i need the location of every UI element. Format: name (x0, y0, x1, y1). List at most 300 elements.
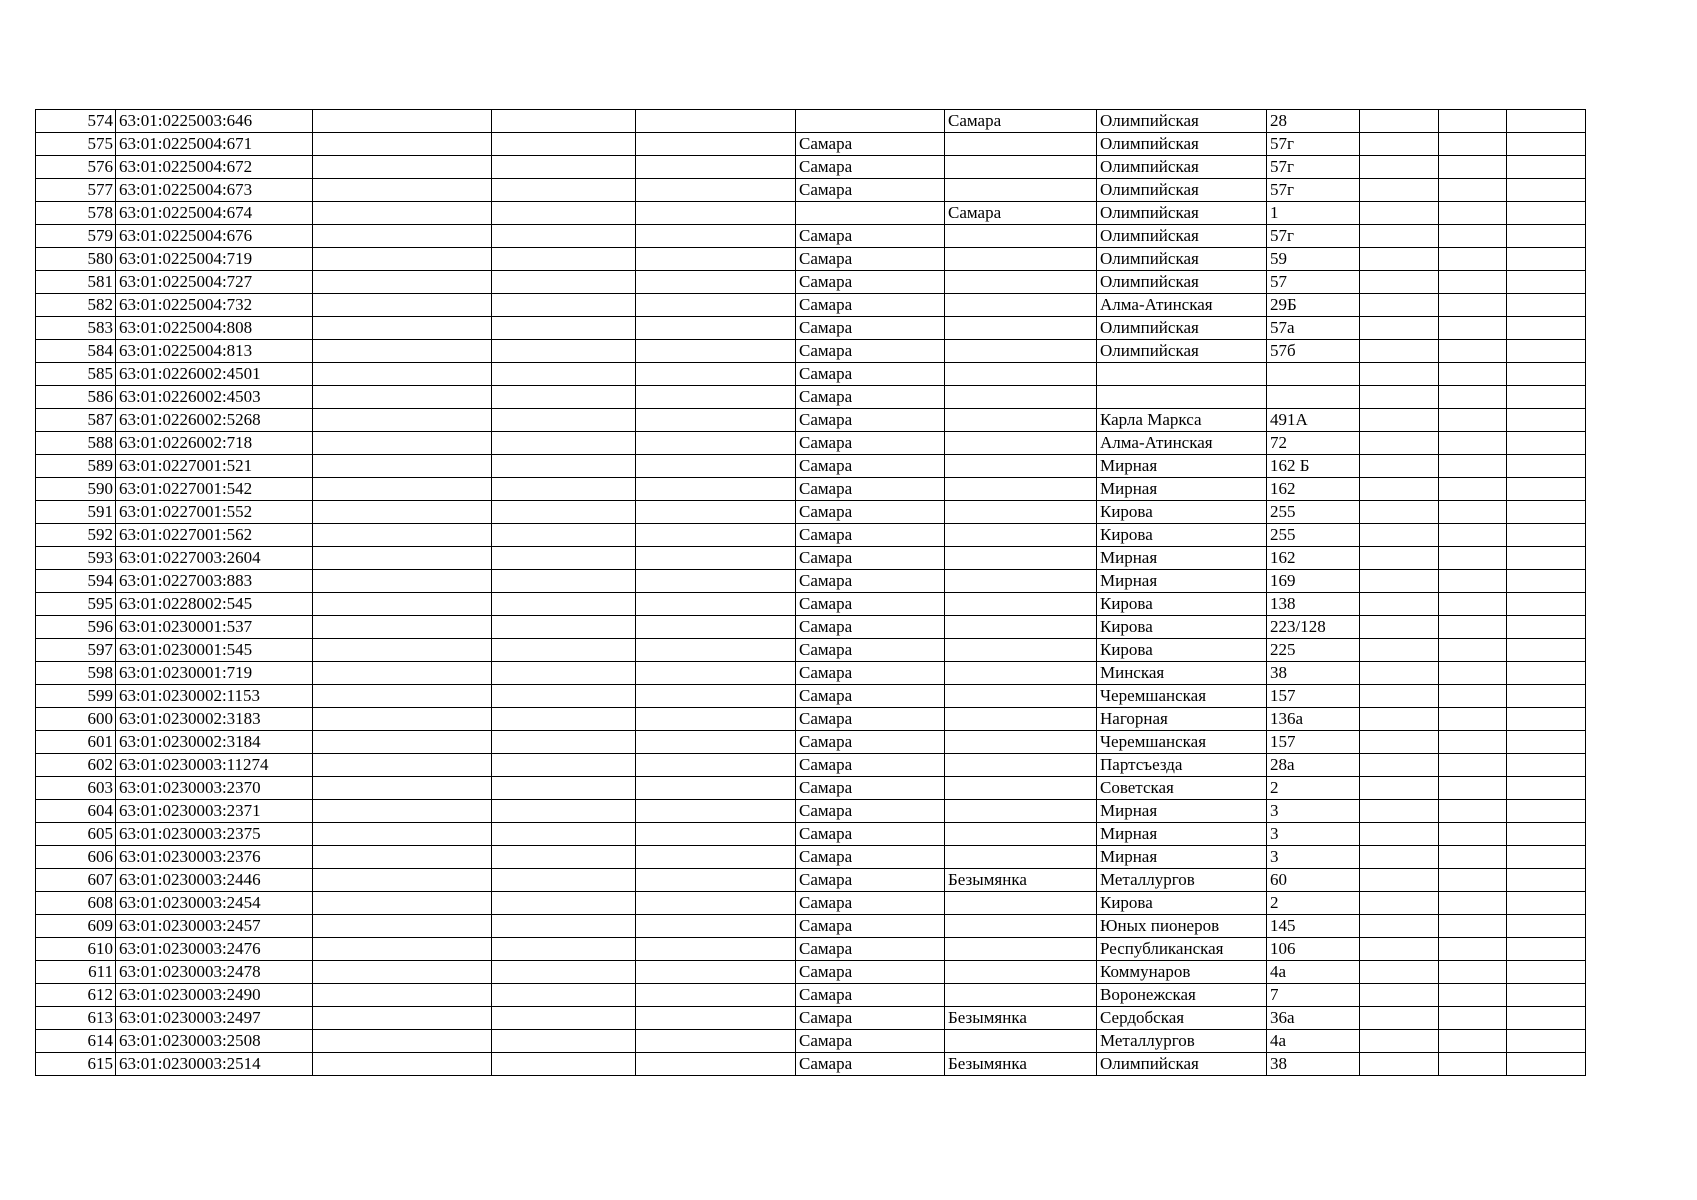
row-number-cell: 593 (36, 547, 116, 570)
street-cell: Коммунаров (1097, 961, 1267, 984)
col-4-cell (492, 271, 636, 294)
col-5-cell (636, 340, 796, 363)
cadastral-number-cell: 63:01:0228002:545 (116, 593, 313, 616)
col-3-cell (313, 1030, 492, 1053)
col-10-cell (1360, 616, 1439, 639)
col-12-cell (1507, 662, 1586, 685)
col-12-cell (1507, 777, 1586, 800)
cadastral-number-cell: 63:01:0225003:646 (116, 110, 313, 133)
col-10-cell (1360, 639, 1439, 662)
cadastral-number-cell: 63:01:0226002:718 (116, 432, 313, 455)
street-cell: Олимпийская (1097, 1053, 1267, 1076)
col-12-cell (1507, 800, 1586, 823)
cadastral-number-cell: 63:01:0225004:808 (116, 317, 313, 340)
table-row (36, 501, 1586, 524)
row-number-cell: 589 (36, 455, 116, 478)
locality-cell (945, 409, 1097, 432)
street-cell: Мирная (1097, 823, 1267, 846)
table-row (36, 133, 1586, 156)
col-4-cell (492, 685, 636, 708)
house-cell: 4а (1267, 961, 1360, 984)
cadastral-number-cell: 63:01:0227001:552 (116, 501, 313, 524)
col-10-cell (1360, 593, 1439, 616)
col-11-cell (1439, 754, 1507, 777)
col-11-cell (1439, 616, 1507, 639)
cadastral-number-cell: 63:01:0230003:2371 (116, 800, 313, 823)
locality-cell (945, 455, 1097, 478)
col-11-cell (1439, 110, 1507, 133)
col-3-cell (313, 179, 492, 202)
table-row (36, 800, 1586, 823)
col-5-cell (636, 800, 796, 823)
street-cell: Металлургов (1097, 869, 1267, 892)
col-10-cell (1360, 731, 1439, 754)
col-5-cell (636, 1007, 796, 1030)
table-row (36, 639, 1586, 662)
cadastral-number-cell: 63:01:0230003:11274 (116, 754, 313, 777)
row-number-cell: 576 (36, 156, 116, 179)
row-number-cell: 579 (36, 225, 116, 248)
table-row (36, 685, 1586, 708)
street-cell: Мирная (1097, 570, 1267, 593)
house-cell: 57г (1267, 179, 1360, 202)
col-3-cell (313, 961, 492, 984)
table-row (36, 869, 1586, 892)
locality-cell (945, 984, 1097, 1007)
col-11-cell (1439, 938, 1507, 961)
col-3-cell (313, 133, 492, 156)
col-10-cell (1360, 524, 1439, 547)
city-cell: Самара (796, 593, 945, 616)
city-cell: Самара (796, 777, 945, 800)
row-number-cell: 608 (36, 892, 116, 915)
locality-cell (945, 961, 1097, 984)
cadastral-number-cell: 63:01:0230002:1153 (116, 685, 313, 708)
city-cell: Самара (796, 248, 945, 271)
table-row (36, 363, 1586, 386)
table-row (36, 593, 1586, 616)
col-12-cell (1507, 547, 1586, 570)
col-11-cell (1439, 731, 1507, 754)
locality-cell (945, 708, 1097, 731)
table-row (36, 478, 1586, 501)
locality-cell (945, 294, 1097, 317)
table-row (36, 179, 1586, 202)
cadastral-number-cell: 63:01:0230003:2454 (116, 892, 313, 915)
col-11-cell (1439, 179, 1507, 202)
table-row (36, 317, 1586, 340)
cadastral-number-cell: 63:01:0230003:2497 (116, 1007, 313, 1030)
locality-cell (945, 616, 1097, 639)
col-5-cell (636, 317, 796, 340)
col-4-cell (492, 478, 636, 501)
col-3-cell (313, 547, 492, 570)
city-cell: Самара (796, 501, 945, 524)
col-5-cell (636, 1053, 796, 1076)
street-cell: Олимпийская (1097, 156, 1267, 179)
cadastral-number-cell: 63:01:0230001:537 (116, 616, 313, 639)
cadastral-number-cell: 63:01:0226002:4501 (116, 363, 313, 386)
col-3-cell (313, 777, 492, 800)
row-number-cell: 584 (36, 340, 116, 363)
col-12-cell (1507, 1053, 1586, 1076)
city-cell: Самара (796, 156, 945, 179)
col-12-cell (1507, 317, 1586, 340)
col-12-cell (1507, 570, 1586, 593)
cadastral-number-cell: 63:01:0225004:732 (116, 294, 313, 317)
col-3-cell (313, 846, 492, 869)
city-cell: Самара (796, 938, 945, 961)
city-cell: Самара (796, 800, 945, 823)
row-number-cell: 599 (36, 685, 116, 708)
cadastral-number-cell: 63:01:0227003:2604 (116, 547, 313, 570)
house-cell: 136а (1267, 708, 1360, 731)
cadastral-number-cell: 63:01:0227003:883 (116, 570, 313, 593)
col-11-cell (1439, 800, 1507, 823)
col-12-cell (1507, 133, 1586, 156)
cadastral-number-cell: 63:01:0226002:5268 (116, 409, 313, 432)
house-cell: 138 (1267, 593, 1360, 616)
col-5-cell (636, 1030, 796, 1053)
col-5-cell (636, 639, 796, 662)
col-4-cell (492, 800, 636, 823)
locality-cell (945, 225, 1097, 248)
row-number-cell: 615 (36, 1053, 116, 1076)
cadastral-number-cell: 63:01:0225004:727 (116, 271, 313, 294)
house-cell: 491А (1267, 409, 1360, 432)
row-number-cell: 574 (36, 110, 116, 133)
col-3-cell (313, 363, 492, 386)
col-5-cell (636, 593, 796, 616)
col-12-cell (1507, 225, 1586, 248)
col-11-cell (1439, 823, 1507, 846)
col-4-cell (492, 386, 636, 409)
col-4-cell (492, 524, 636, 547)
city-cell: Самара (796, 317, 945, 340)
col-4-cell (492, 179, 636, 202)
table-row (36, 731, 1586, 754)
col-12-cell (1507, 869, 1586, 892)
house-cell: 162 (1267, 478, 1360, 501)
col-11-cell (1439, 984, 1507, 1007)
col-11-cell (1439, 455, 1507, 478)
col-12-cell (1507, 754, 1586, 777)
locality-cell (945, 731, 1097, 754)
col-4-cell (492, 294, 636, 317)
col-10-cell (1360, 915, 1439, 938)
street-cell: Черемшанская (1097, 685, 1267, 708)
table-row (36, 409, 1586, 432)
city-cell: Самара (796, 271, 945, 294)
col-3-cell (313, 685, 492, 708)
col-12-cell (1507, 846, 1586, 869)
locality-cell: Безымянка (945, 1053, 1097, 1076)
col-10-cell (1360, 110, 1439, 133)
col-5-cell (636, 570, 796, 593)
col-3-cell (313, 294, 492, 317)
street-cell: Мирная (1097, 455, 1267, 478)
street-cell: Партсъезда (1097, 754, 1267, 777)
col-11-cell (1439, 708, 1507, 731)
col-3-cell (313, 869, 492, 892)
col-4-cell (492, 340, 636, 363)
locality-cell (945, 386, 1097, 409)
col-3-cell (313, 248, 492, 271)
col-11-cell (1439, 202, 1507, 225)
col-3-cell (313, 938, 492, 961)
col-11-cell (1439, 915, 1507, 938)
col-12-cell (1507, 685, 1586, 708)
cadastral-number-cell: 63:01:0225004:719 (116, 248, 313, 271)
cadastral-number-cell: 63:01:0230001:719 (116, 662, 313, 685)
street-cell: Кирова (1097, 639, 1267, 662)
street-cell: Олимпийская (1097, 225, 1267, 248)
house-cell: 157 (1267, 685, 1360, 708)
city-cell: Самара (796, 570, 945, 593)
col-12-cell (1507, 455, 1586, 478)
col-10-cell (1360, 478, 1439, 501)
col-12-cell (1507, 961, 1586, 984)
house-cell: 36а (1267, 1007, 1360, 1030)
locality-cell (945, 478, 1097, 501)
cadastral-number-cell: 63:01:0230003:2446 (116, 869, 313, 892)
col-10-cell (1360, 754, 1439, 777)
col-12-cell (1507, 478, 1586, 501)
house-cell: 28 (1267, 110, 1360, 133)
cadastral-number-cell: 63:01:0225004:676 (116, 225, 313, 248)
table-row (36, 961, 1586, 984)
city-cell: Самара (796, 294, 945, 317)
street-cell: Металлургов (1097, 1030, 1267, 1053)
col-11-cell (1439, 1053, 1507, 1076)
col-12-cell (1507, 593, 1586, 616)
table-row (36, 846, 1586, 869)
col-11-cell (1439, 685, 1507, 708)
city-cell: Самара (796, 1053, 945, 1076)
col-10-cell (1360, 846, 1439, 869)
locality-cell (945, 915, 1097, 938)
street-cell: Кирова (1097, 593, 1267, 616)
city-cell: Самара (796, 432, 945, 455)
street-cell: Алма-Атинская (1097, 294, 1267, 317)
street-cell: Черемшанская (1097, 731, 1267, 754)
row-number-cell: 586 (36, 386, 116, 409)
locality-cell: Безымянка (945, 1007, 1097, 1030)
house-cell: 57б (1267, 340, 1360, 363)
col-4-cell (492, 225, 636, 248)
col-11-cell (1439, 547, 1507, 570)
table-row (36, 547, 1586, 570)
col-11-cell (1439, 892, 1507, 915)
col-4-cell (492, 846, 636, 869)
street-cell: Олимпийская (1097, 110, 1267, 133)
house-cell: 157 (1267, 731, 1360, 754)
col-5-cell (636, 823, 796, 846)
col-3-cell (313, 662, 492, 685)
col-11-cell (1439, 340, 1507, 363)
col-5-cell (636, 248, 796, 271)
col-3-cell (313, 432, 492, 455)
col-4-cell (492, 892, 636, 915)
cadastral-number-cell: 63:01:0225004:674 (116, 202, 313, 225)
locality-cell (945, 547, 1097, 570)
street-cell: Олимпийская (1097, 248, 1267, 271)
house-cell: 57 (1267, 271, 1360, 294)
row-number-cell: 578 (36, 202, 116, 225)
col-5-cell (636, 294, 796, 317)
cadastral-number-cell: 63:01:0230003:2490 (116, 984, 313, 1007)
col-11-cell (1439, 409, 1507, 432)
table-row (36, 570, 1586, 593)
house-cell: 145 (1267, 915, 1360, 938)
col-11-cell (1439, 869, 1507, 892)
locality-cell (945, 432, 1097, 455)
col-3-cell (313, 892, 492, 915)
col-4-cell (492, 708, 636, 731)
row-number-cell: 594 (36, 570, 116, 593)
col-5-cell (636, 409, 796, 432)
street-cell: Минская (1097, 662, 1267, 685)
house-cell: 3 (1267, 823, 1360, 846)
col-4-cell (492, 1053, 636, 1076)
col-12-cell (1507, 386, 1586, 409)
col-11-cell (1439, 777, 1507, 800)
house-cell (1267, 386, 1360, 409)
row-number-cell: 604 (36, 800, 116, 823)
col-5-cell (636, 846, 796, 869)
col-5-cell (636, 386, 796, 409)
col-4-cell (492, 639, 636, 662)
street-cell: Олимпийская (1097, 179, 1267, 202)
street-cell: Кирова (1097, 524, 1267, 547)
col-4-cell (492, 938, 636, 961)
row-number-cell: 582 (36, 294, 116, 317)
col-3-cell (313, 570, 492, 593)
col-5-cell (636, 938, 796, 961)
street-cell: Республиканская (1097, 938, 1267, 961)
col-5-cell (636, 685, 796, 708)
cadastral-number-cell: 63:01:0230003:2376 (116, 846, 313, 869)
row-number-cell: 600 (36, 708, 116, 731)
locality-cell (945, 317, 1097, 340)
col-4-cell (492, 662, 636, 685)
table-row (36, 777, 1586, 800)
house-cell: 72 (1267, 432, 1360, 455)
cadastral-number-cell: 63:01:0226002:4503 (116, 386, 313, 409)
locality-cell (945, 800, 1097, 823)
row-number-cell: 598 (36, 662, 116, 685)
locality-cell (945, 938, 1097, 961)
col-12-cell (1507, 110, 1586, 133)
cadastral-number-cell: 63:01:0230002:3184 (116, 731, 313, 754)
col-5-cell (636, 754, 796, 777)
cadastral-number-cell: 63:01:0230003:2457 (116, 915, 313, 938)
locality-cell: Безымянка (945, 869, 1097, 892)
city-cell: Самара (796, 455, 945, 478)
locality-cell (945, 524, 1097, 547)
col-12-cell (1507, 271, 1586, 294)
col-10-cell (1360, 294, 1439, 317)
house-cell: 60 (1267, 869, 1360, 892)
table-row (36, 225, 1586, 248)
table-row (36, 524, 1586, 547)
col-12-cell (1507, 524, 1586, 547)
col-4-cell (492, 869, 636, 892)
col-4-cell (492, 823, 636, 846)
cadastral-number-cell: 63:01:0230002:3183 (116, 708, 313, 731)
col-3-cell (313, 340, 492, 363)
street-cell: Мирная (1097, 478, 1267, 501)
table-row (36, 386, 1586, 409)
col-3-cell (313, 524, 492, 547)
col-4-cell (492, 616, 636, 639)
cadastral-number-cell: 63:01:0227001:542 (116, 478, 313, 501)
col-5-cell (636, 915, 796, 938)
col-4-cell (492, 156, 636, 179)
street-cell: Юных пионеров (1097, 915, 1267, 938)
house-cell: 38 (1267, 662, 1360, 685)
table-row (36, 156, 1586, 179)
house-cell: 29Б (1267, 294, 1360, 317)
locality-cell (945, 179, 1097, 202)
col-12-cell (1507, 984, 1586, 1007)
city-cell: Самара (796, 1030, 945, 1053)
col-11-cell (1439, 248, 1507, 271)
house-cell: 2 (1267, 892, 1360, 915)
locality-cell (945, 892, 1097, 915)
city-cell: Самара (796, 179, 945, 202)
col-11-cell (1439, 386, 1507, 409)
col-10-cell (1360, 133, 1439, 156)
col-11-cell (1439, 1007, 1507, 1030)
table-row (36, 455, 1586, 478)
house-cell: 162 (1267, 547, 1360, 570)
col-4-cell (492, 248, 636, 271)
col-3-cell (313, 708, 492, 731)
city-cell: Самара (796, 386, 945, 409)
col-11-cell (1439, 133, 1507, 156)
col-12-cell (1507, 639, 1586, 662)
col-3-cell (313, 386, 492, 409)
city-cell: Самара (796, 961, 945, 984)
street-cell: Олимпийская (1097, 317, 1267, 340)
street-cell: Кирова (1097, 616, 1267, 639)
registry-table (35, 109, 1586, 1076)
cadastral-number-cell: 63:01:0230003:2476 (116, 938, 313, 961)
street-cell: Воронежская (1097, 984, 1267, 1007)
locality-cell (945, 685, 1097, 708)
col-5-cell (636, 547, 796, 570)
col-3-cell (313, 984, 492, 1007)
col-3-cell (313, 823, 492, 846)
cadastral-number-cell: 63:01:0230003:2370 (116, 777, 313, 800)
row-number-cell: 590 (36, 478, 116, 501)
house-cell: 2 (1267, 777, 1360, 800)
col-11-cell (1439, 593, 1507, 616)
col-12-cell (1507, 340, 1586, 363)
cadastral-number-cell: 63:01:0230001:545 (116, 639, 313, 662)
cadastral-number-cell: 63:01:0225004:672 (116, 156, 313, 179)
col-5-cell (636, 984, 796, 1007)
cadastral-number-cell: 63:01:0225004:673 (116, 179, 313, 202)
col-12-cell (1507, 938, 1586, 961)
col-12-cell (1507, 179, 1586, 202)
col-12-cell (1507, 248, 1586, 271)
cadastral-number-cell: 63:01:0225004:813 (116, 340, 313, 363)
city-cell: Самара (796, 409, 945, 432)
col-12-cell (1507, 1007, 1586, 1030)
col-10-cell (1360, 984, 1439, 1007)
